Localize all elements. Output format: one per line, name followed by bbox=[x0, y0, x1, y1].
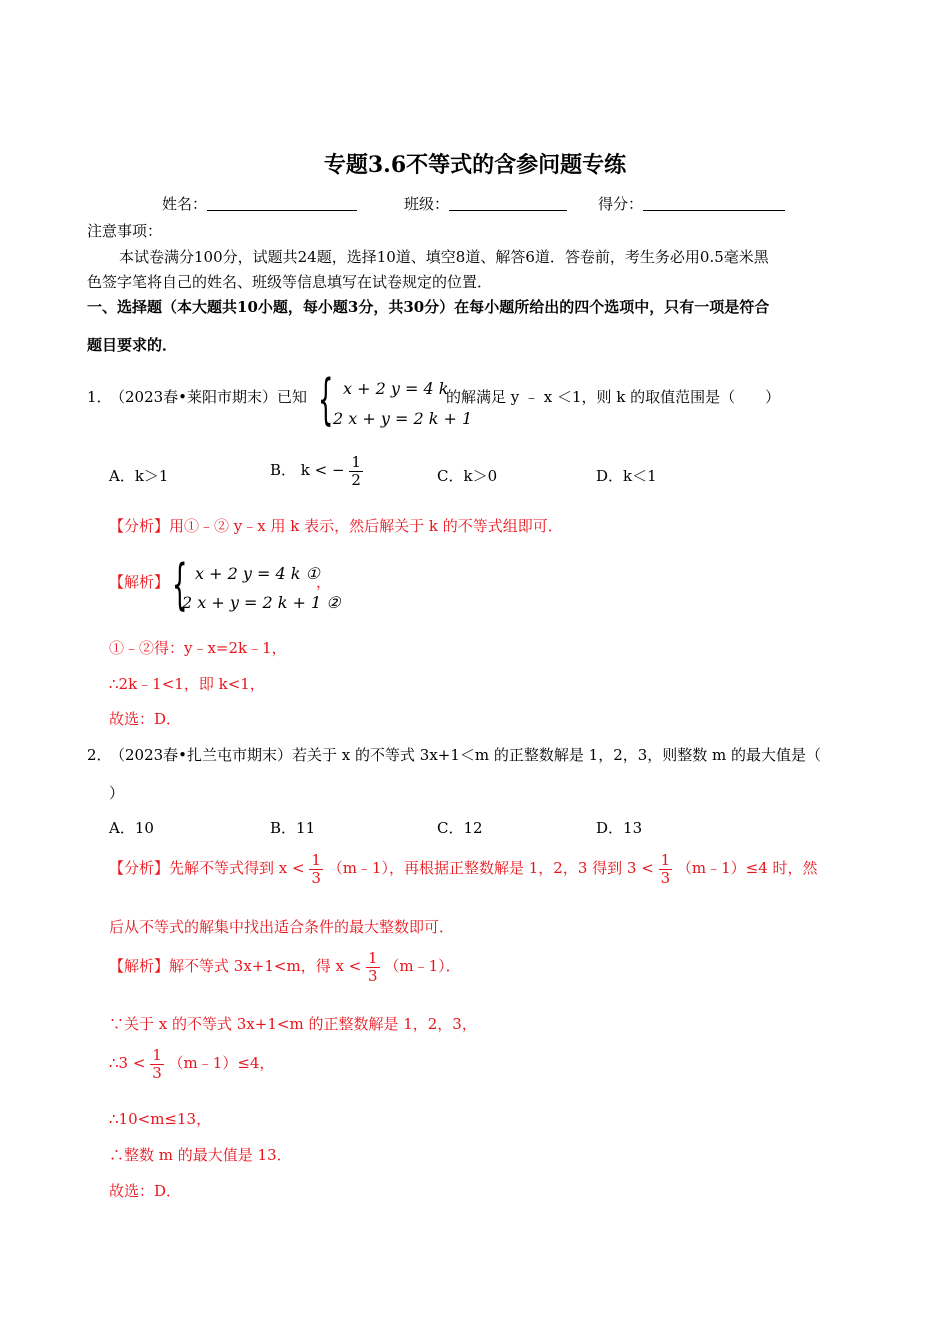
name-blank[interactable] bbox=[207, 196, 357, 211]
class-blank[interactable] bbox=[449, 196, 567, 211]
q2-step-2-part-b: （m﹣1）≤4， bbox=[168, 1054, 275, 1072]
name-label: 姓名： bbox=[162, 195, 208, 213]
notice-line-2: 色签字笔将自己的姓名、班级等信息填写在试卷规定的位置． bbox=[87, 273, 493, 291]
q2-step-2 bbox=[109, 1047, 274, 1081]
q1-solution-brace: { bbox=[172, 553, 188, 616]
q1-step-1: ①﹣②得：y﹣x=2k﹣1， bbox=[109, 639, 287, 657]
q1-analysis-tag: 【分析】 bbox=[109, 517, 170, 535]
q2-number: 2． bbox=[87, 746, 112, 764]
q2-step-4: ∴整数 m 的最大值是 13． bbox=[109, 1146, 292, 1164]
q2-analysis-tag: 【分析】 bbox=[109, 859, 170, 877]
q2-analysis-line-1 bbox=[109, 852, 818, 886]
q2-analysis-fraction-1-den: 3 bbox=[311, 868, 321, 887]
q1-stem: 的解满足 y ﹣ x ＜1，则 k 的取值范围是（ ） bbox=[446, 388, 781, 406]
q2-solution-fraction bbox=[366, 950, 380, 984]
section1-heading-line-2: 题目要求的． bbox=[87, 336, 178, 354]
q2-step-3: ∴10<m≤13， bbox=[109, 1110, 212, 1128]
q1-number: 1． bbox=[87, 388, 112, 406]
q2-solution-part-a: 解不等式 3x+1<m，得 x < bbox=[169, 957, 362, 975]
q1-option-d[interactable]: D．k＜1 bbox=[596, 467, 657, 485]
page-title: 专题3.6不等式的含参问题专练 bbox=[323, 152, 627, 178]
q2-step-2-part-a: ∴3 < bbox=[109, 1054, 146, 1072]
q2-option-a[interactable]: A．10 bbox=[109, 819, 154, 837]
q1-brace: { bbox=[318, 368, 334, 431]
q2-step-1: ∵关于 x 的不等式 3x+1<m 的正整数解是 1，2，3， bbox=[109, 1015, 477, 1033]
q2-step-2-fraction-den: 3 bbox=[152, 1063, 162, 1082]
q2-analysis-fraction-2-den: 3 bbox=[660, 868, 671, 887]
q1-option-b-denominator: 2 bbox=[351, 470, 361, 489]
q2-analysis-part-a: 先解不等式得到 x < bbox=[169, 859, 305, 877]
q2-option-b[interactable]: B．11 bbox=[270, 819, 316, 837]
q1-solution-equation-2: 2 x + y = 2 k + 1 ② bbox=[182, 593, 341, 612]
q2-step-5: 故选：D． bbox=[109, 1182, 182, 1200]
q2-option-d[interactable]: D．13 bbox=[596, 819, 643, 837]
score-field[interactable] bbox=[598, 193, 785, 214]
q1-solution-tag: 【解析】 bbox=[109, 573, 170, 591]
section1-heading-line-1: 一、选择题（本大题共10小题，每小题3分，共30分）在每小题所给出的四个选项中，只有一项是符合 bbox=[87, 298, 770, 316]
q2-stem-line-2: ） bbox=[109, 784, 125, 802]
q2-analysis-part-b: （m﹣1），再根据正整数解是 1，2，3 得到 3 < bbox=[327, 859, 654, 877]
q2-analysis-fraction-1 bbox=[309, 852, 323, 886]
q1-equation-2: 2 x + y = 2 k + 1 bbox=[333, 409, 473, 428]
q2-solution-fraction-num: 1 bbox=[368, 949, 378, 967]
q2-analysis-line-2: 后从不等式的解集中找出适合条件的最大整数即可． bbox=[109, 918, 455, 936]
q2-analysis-part-c: （m﹣1）≤4 时，然 bbox=[676, 859, 818, 877]
score-label: 得分： bbox=[598, 195, 644, 213]
q1-step-3: 故选：D． bbox=[109, 710, 182, 728]
name-field[interactable] bbox=[162, 193, 357, 214]
q1-analysis bbox=[109, 515, 563, 536]
score-blank[interactable] bbox=[643, 196, 785, 211]
q2-analysis-fraction-2 bbox=[659, 852, 673, 886]
q1-option-b-numerator: 1 bbox=[351, 453, 361, 471]
notice-line-1: 本试卷满分100分，试题共24题，选择10道、填空8道、解答6道．答卷前，考生务必用0.5毫米黑 bbox=[119, 248, 769, 266]
q1-solution-equation-1: x + 2 y = 4 k ① bbox=[195, 564, 320, 583]
q1-solution-comma: ， bbox=[316, 573, 332, 591]
q1-option-b-fraction bbox=[349, 454, 363, 488]
q2-stem-line-1: （2023春•扎兰屯市期末）若关于 x 的不等式 3x+1＜m 的正整数解是 1，2，3，则整数 m 的最大值是（ bbox=[110, 746, 822, 764]
q2-solution-tag: 【解析】 bbox=[109, 957, 170, 975]
q1-analysis-text: 用①﹣② y﹣x 用 k 表示，然后解关于 k 的不等式组即可． bbox=[169, 517, 563, 535]
q1-option-b[interactable] bbox=[270, 454, 363, 488]
q2-solution-fraction-den: 3 bbox=[368, 966, 378, 985]
q2-step-2-fraction bbox=[150, 1047, 164, 1081]
q2-step-2-fraction-num: 1 bbox=[152, 1046, 162, 1064]
q2-option-c[interactable]: C．12 bbox=[437, 819, 483, 837]
class-label: 班级： bbox=[404, 195, 450, 213]
q2-analysis-fraction-1-num: 1 bbox=[311, 851, 321, 869]
q1-option-b-prefix: B． k < − bbox=[270, 461, 345, 479]
q1-source: （2023春•莱阳市期末）已知 bbox=[110, 388, 308, 406]
notice-title: 注意事项： bbox=[87, 222, 163, 240]
class-field[interactable] bbox=[404, 193, 567, 214]
q1-option-c[interactable]: C．k＞0 bbox=[437, 467, 498, 485]
q2-analysis-fraction-2-num: 1 bbox=[660, 851, 671, 869]
q2-solution-part-b: （m﹣1）． bbox=[384, 957, 461, 975]
q1-step-2: ∴2k﹣1<1，即 k<1， bbox=[109, 675, 265, 693]
q2-solution-line-1 bbox=[109, 950, 461, 984]
q1-option-a[interactable]: A．k＞1 bbox=[109, 467, 169, 485]
q1-equation-1: x + 2 y = 4 k bbox=[343, 379, 449, 398]
